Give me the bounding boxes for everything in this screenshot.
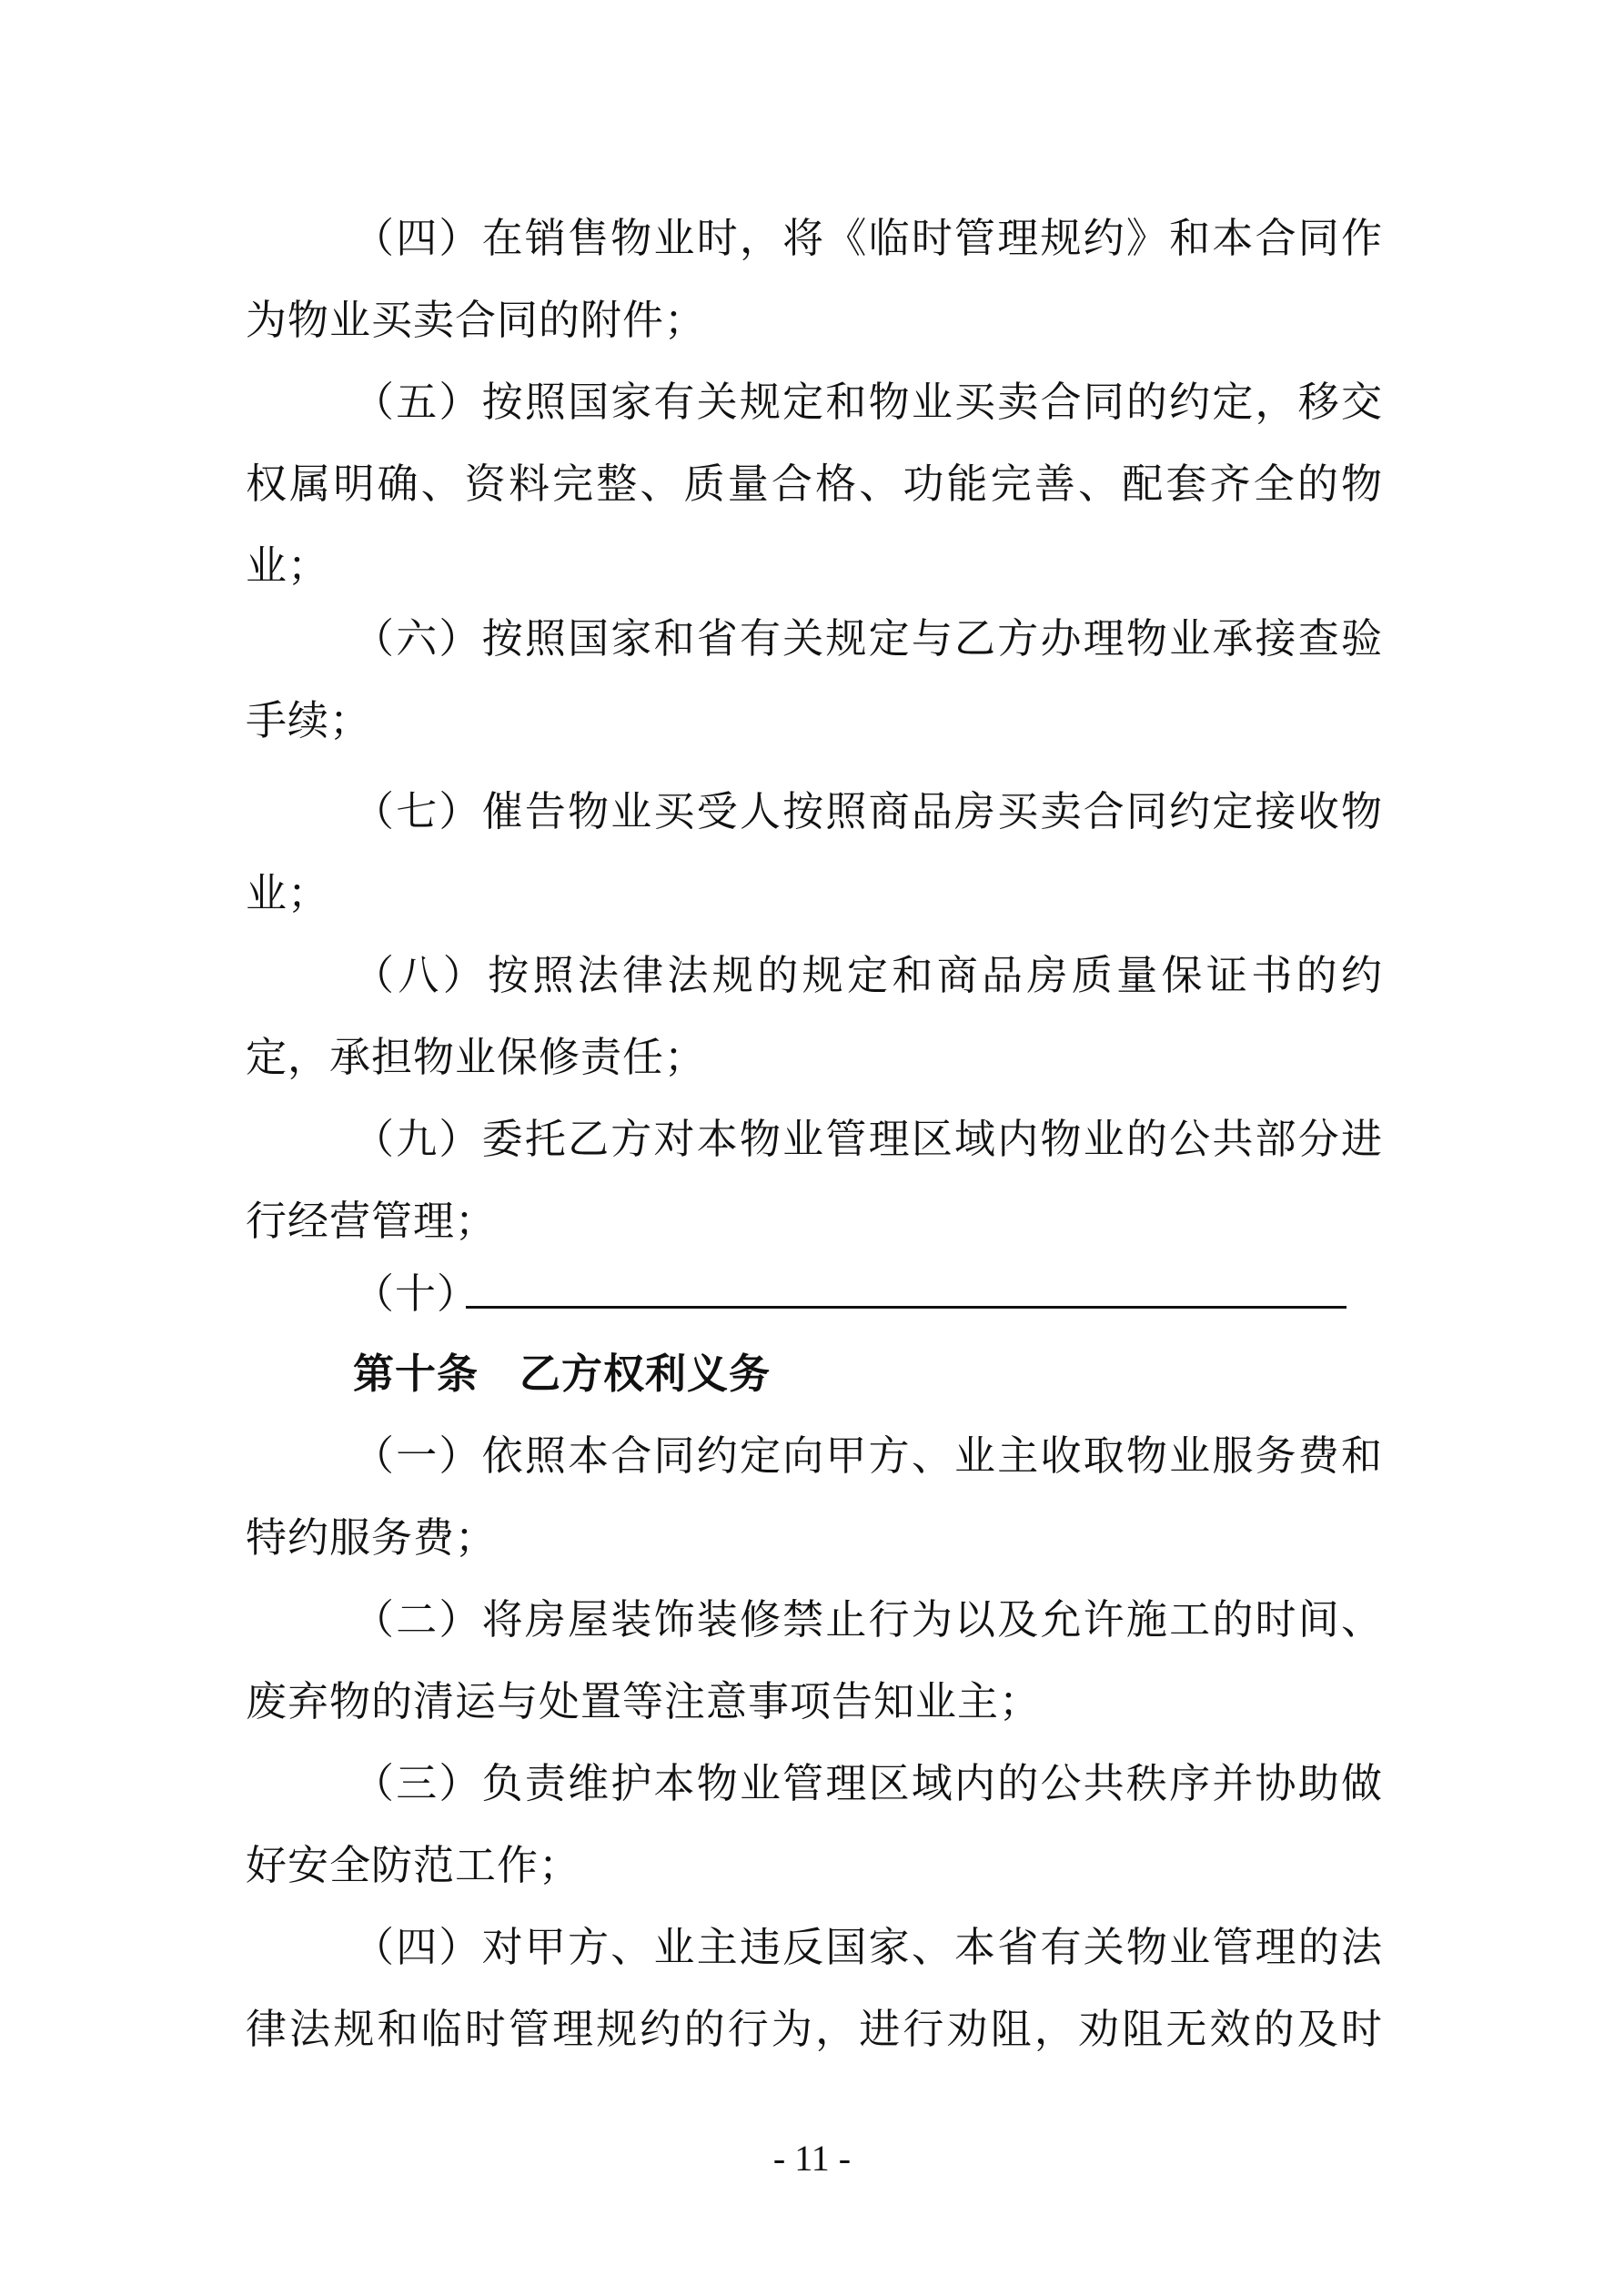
- paragraph-line: （二）将房屋装饰装修禁止行为以及允许施工的时间、: [353, 1595, 1383, 1644]
- paragraph-line: 好安全防范工作；: [246, 1841, 581, 1889]
- page-number: - 11 -: [772, 2138, 852, 2179]
- paragraph-line: 权属明确、资料完整、质量合格、功能完善、配套齐全的物: [246, 460, 1383, 508]
- paragraph-line: 行经营管理；: [246, 1197, 498, 1245]
- fill-in-blank-line: [466, 1306, 1347, 1309]
- paragraph-line: 特约服务费；: [246, 1513, 498, 1562]
- paragraph-line: 定，承担物业保修责任；: [246, 1033, 707, 1081]
- paragraph-line: 业；: [246, 541, 330, 590]
- paragraph-line: 业；: [246, 869, 330, 917]
- paragraph-line: （七）催告物业买受人按照商品房买卖合同约定接收物: [353, 787, 1383, 835]
- paragraph-line: 为物业买卖合同的附件；: [246, 296, 707, 344]
- article-heading: [353, 1347, 771, 1401]
- paragraph-line: 律法规和临时管理规约的行为，进行劝阻，劝阻无效的及时: [246, 2005, 1383, 2053]
- paragraph-line: （三）负责维护本物业管理区域内的公共秩序并协助做: [353, 1759, 1383, 1807]
- paragraph-line: （五）按照国家有关规定和物业买卖合同的约定，移交: [353, 378, 1383, 426]
- article-number: 第十条: [353, 1350, 479, 1398]
- paragraph-line: 手续；: [246, 696, 372, 744]
- article-title: 乙方权利义务: [519, 1350, 772, 1398]
- paragraph-line: （一）依照本合同约定向甲方、业主收取物业服务费和: [353, 1431, 1383, 1480]
- paragraph-line: （十）: [353, 1269, 479, 1318]
- paragraph-line: （八）按照法律法规的规定和商品房质量保证书的约: [353, 951, 1383, 999]
- paragraph-line: （四）对甲方、业主违反国家、本省有关物业管理的法: [353, 1923, 1383, 1971]
- paragraph-line: 废弃物的清运与处置等注意事项告知业主；: [246, 1677, 1042, 1725]
- paragraph-line: （六）按照国家和省有关规定与乙方办理物业承接查验: [353, 614, 1383, 663]
- paragraph-line: （九）委托乙方对本物业管理区域内物业的公共部分进: [353, 1115, 1383, 1163]
- paragraph-line: （四）在销售物业时，将《临时管理规约》和本合同作: [353, 214, 1383, 262]
